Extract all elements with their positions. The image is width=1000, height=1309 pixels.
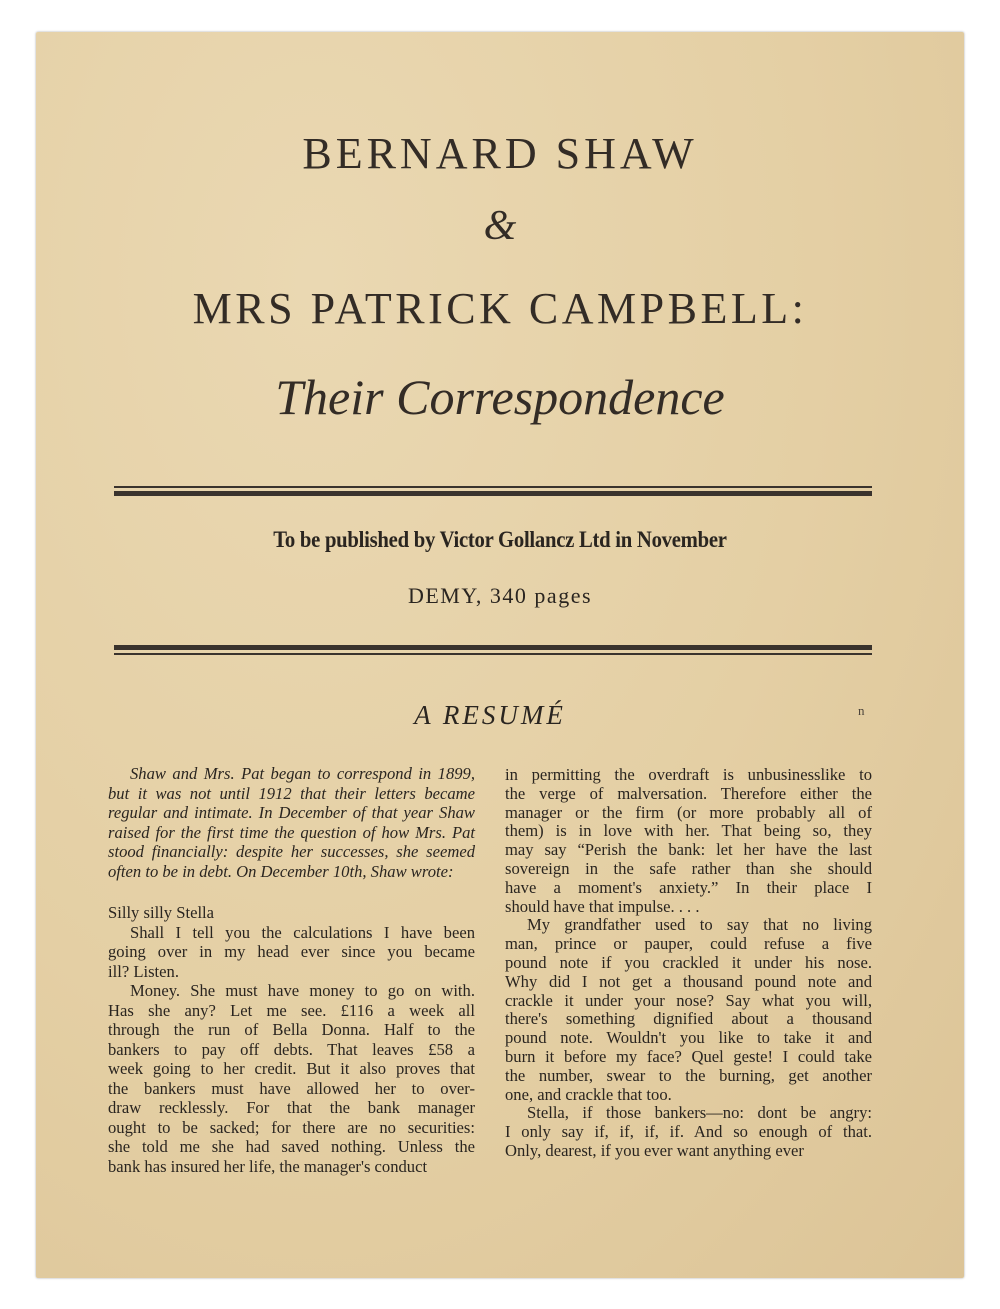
text-line: pound note. Wouldn't you like to take it and (505, 1028, 872, 1048)
paragraph (505, 1104, 872, 1160)
text-line: raised for the first time the question of how Mrs. Pat (108, 822, 475, 842)
text-line: Money. She must have money to go on with. (130, 981, 475, 1000)
text-line: Only, dearest, if you ever want anything ever (505, 1140, 804, 1160)
text-line: man, prince or pauper, could refuse a five (505, 934, 872, 954)
text-line: ought to be sacked; for there are no securities: (108, 1117, 475, 1137)
divider-bottom-thin (114, 653, 872, 655)
section-heading: A RESUMÉ (414, 700, 566, 730)
text-line: have a moment's anxiety.” In their place I (505, 877, 872, 897)
text-line: I only say if, if, if, if. And so enough of that. (505, 1122, 872, 1142)
right-column (505, 766, 872, 1161)
text-line: pound note if you crackled it under his nose. (505, 952, 872, 972)
text-line: through the run of Bella Donna. Half to the (108, 1020, 475, 1039)
text-line: regular and intimate. In December of that year Shaw (108, 803, 475, 822)
title-line-2: MRS PATRICK CAMPBELL: (192, 284, 808, 333)
text-line: should have that impulse. . . . (505, 896, 700, 916)
text-line: one, and crackle that too. (505, 1084, 672, 1104)
text-line: burn it before my face? Quel geste! I could take (505, 1046, 872, 1066)
text-line: stood financially: despite her successes, she seemed (108, 842, 475, 861)
text-line: but it was not until 1912 that their letters became (108, 783, 475, 803)
text-line: My grandfather used to say that no living (527, 915, 872, 935)
text-line: Silly silly Stella (108, 903, 215, 922)
text-line: Why did I not get a thousand pound note and (505, 971, 872, 991)
margin-mark: n (858, 703, 865, 718)
text-line: ill? Listen. (108, 961, 179, 981)
divider-bottom-thick (114, 645, 872, 650)
text-line: the bankers must have allowed her to over- (108, 1078, 475, 1098)
text-line: bankers to pay off debts. That leaves £58 a (108, 1039, 475, 1059)
divider-top-thick (114, 491, 872, 496)
title-ampersand: & (483, 203, 517, 249)
text-line: the number, swear to the burning, get another (505, 1065, 872, 1085)
paragraph-gap (108, 881, 475, 903)
text-line: often to be in debt. On December 10th, Shaw wrote: (108, 861, 454, 881)
title-line-1: BERNARD SHAW (302, 129, 698, 178)
publisher-line: To be published by Victor Gollancz Ltd in November (273, 527, 727, 552)
text-line: Has she any? Let me see. £116 a week all (108, 1000, 475, 1020)
text-line: there's something dignified about a thousand (505, 1009, 872, 1029)
text-line: draw recklessly. For that the bank manager (108, 1098, 475, 1117)
text-line: in permitting the overdraft is unbusinesslike to (505, 765, 872, 784)
text-line: Shaw and Mrs. Pat began to correspond in 1899, (130, 764, 475, 783)
text-line: crackle it under your nose? Say what you will, (505, 990, 872, 1010)
paragraph (505, 766, 872, 916)
paragraph (108, 903, 475, 923)
text-line: week going to her credit. But it also proves that (108, 1059, 475, 1078)
paragraph (108, 764, 475, 881)
divider-top-thin (114, 486, 872, 488)
left-column (108, 764, 475, 1176)
subtitle: Their Correspondence (275, 369, 725, 425)
text-line: she told me she had saved nothing. Unless the (108, 1137, 475, 1156)
text-line: bank has insured her life, the manager's conduct (108, 1156, 428, 1176)
paragraph (108, 981, 475, 1176)
text-line: may say “Perish the bank: let her have the last (505, 840, 872, 860)
format-line: DEMY, 340 pages (407, 583, 593, 608)
text-line: the verge of malversation. Therefore either the (505, 783, 872, 803)
text-line: going over in my head ever since you became (108, 942, 475, 961)
paragraph (108, 923, 475, 982)
text-line: Stella, if those bankers—no: dont be angry: (527, 1103, 872, 1123)
paragraph (505, 916, 872, 1104)
text-line: sovereign in the safe rather than she should (505, 858, 872, 878)
text-line: manager or the firm (or more probably all of (505, 802, 872, 822)
text-line: them) is in love with her. That being so, they (505, 821, 872, 841)
text-line: Shall I tell you the calculations I have been (130, 922, 475, 942)
